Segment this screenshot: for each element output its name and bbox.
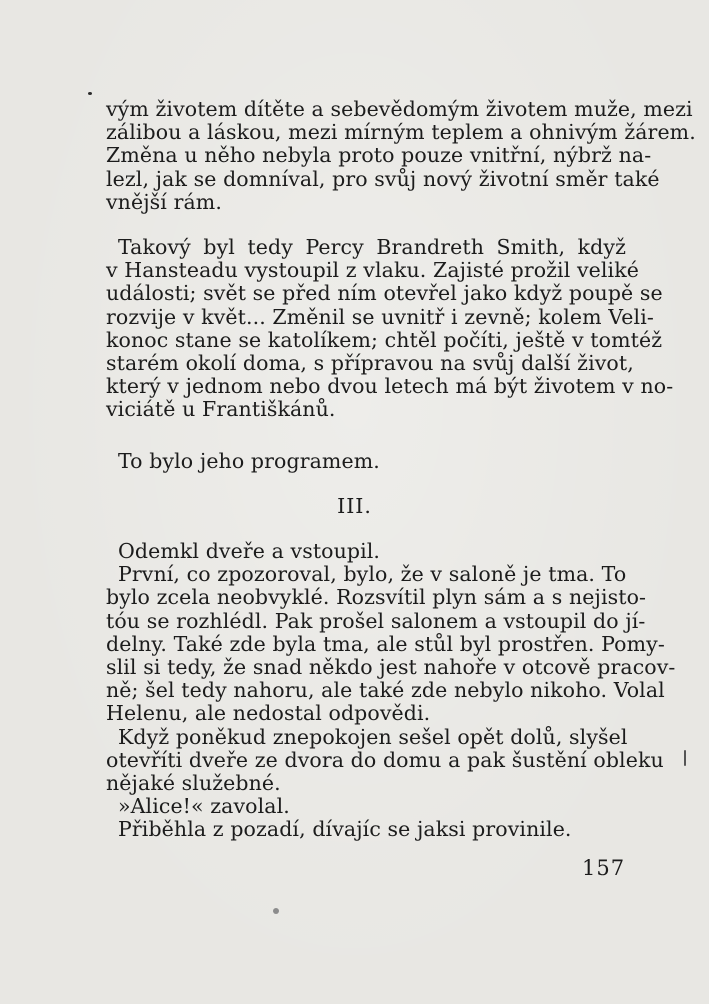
ink-mark: [684, 750, 686, 766]
text-line: ně; šel tedy nahoru, ale také zde nebylo nikoho. Volal: [106, 678, 665, 703]
text-line: nějaké služebné.: [106, 771, 281, 796]
text-line: Takový byl tedy Percy Brandreth Smith, když: [118, 235, 626, 259]
text-line: vnější rám.: [106, 189, 222, 214]
text-line: Změna u něho nebyla proto pouze vnitřní, nýbrž na-: [106, 143, 652, 168]
text-line: lezl, jak se domníval, pro svůj nový životní směr také: [106, 166, 660, 191]
chapter-body: [106, 539, 676, 842]
paragraph-program: [106, 450, 626, 473]
text-line: rozvije v květ... Změnil se uvnitř i zevně; kolem Veli-: [106, 304, 654, 329]
text-line: který v jednom nebo dvou letech má být životem v no-: [106, 374, 674, 399]
page-number: 157: [582, 856, 626, 880]
text-line: v Hansteadu vystoupil z vlaku. Zajisté prožil veliké: [106, 258, 639, 283]
text-line: tóu se rozhlédl. Pak prošel salonem a vstoupil do jí-: [106, 608, 646, 633]
text-line: vým životem dítěte a sebevědomým životem muže, mezi: [106, 97, 693, 121]
text-line: delny. Také zde byla tma, ale stůl byl prostřen. Pomy-: [106, 631, 665, 656]
text-line: starém okolí doma, s přípravou na svůj další život,: [106, 351, 634, 376]
text-line: »Alice!« zavolal.: [118, 794, 290, 819]
text-line: Přiběhla z pozadí, dívajíc se jaksi provinile.: [118, 817, 572, 842]
text-line: Helenu, ale nedostal odpovědi.: [106, 701, 431, 726]
paper-spot: [273, 908, 279, 914]
text-line: zálibou a láskou, mezi mírným teplem a ohnivým žárem.: [106, 120, 696, 145]
text-line: Když poněkud znepokojen sešel opět dolů, slyšel: [118, 724, 628, 749]
text-line: otevříti dveře ze dvora do domu a pak šustění obleku: [106, 747, 664, 772]
text-line: viciátě u Františkánů.: [106, 397, 336, 422]
text-line: konoc stane se katolíkem; chtěl počíti, ještě v tomtéž: [106, 327, 663, 352]
text-line: události; svět se před ním otevřel jako když poupě se: [106, 281, 663, 306]
text-line: To bylo jeho programem.: [118, 449, 380, 473]
chapter-heading: III.: [337, 494, 372, 518]
paragraph-percy: [106, 235, 674, 422]
paragraph-continuation: [106, 97, 696, 214]
ink-speck: [88, 92, 92, 95]
text-line: První, co zpozoroval, bylo, že v saloně je tma. To: [118, 562, 627, 587]
text-line: bylo zcela neobvyklé. Rozsvítil plyn sám a s nejisto-: [106, 585, 647, 610]
text-line: slil si tedy, že snad někdo jest nahoře v otcově pracov-: [106, 655, 676, 680]
text-line: Odemkl dveře a vstoupil.: [118, 539, 381, 563]
